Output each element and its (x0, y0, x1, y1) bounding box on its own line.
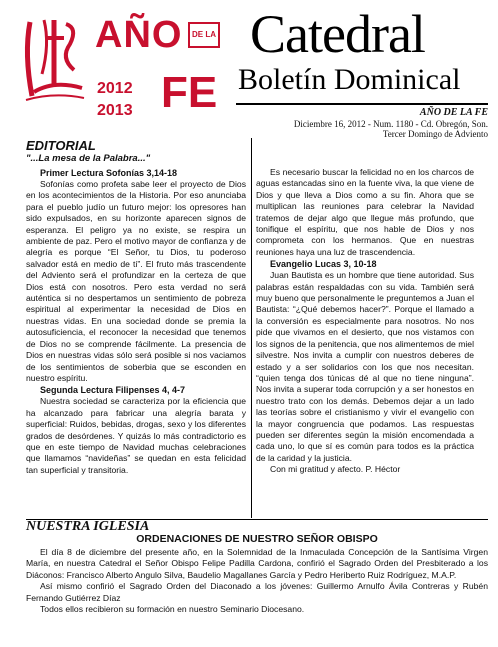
years-text: 2012 2013 (97, 80, 133, 119)
reading-heading: Primer Lectura Sofonías 3,14-18 (40, 168, 178, 178)
iglesia-body (26, 547, 488, 615)
paragraph: El día 8 de diciembre del presente año, en la Solemnidad de la Inmaculada Concepción de la Santísima Virgen María, en nuestra Catedral el Señor Obispo Felipe Padilla Cardona, confirió el Sagrado Orden del Presbiterado a los Diáconos: Francisco Alberto Angulo Silva, Baudelio Magallanes García y Pedro Heriberto Ruiz Rodríguez, M.A.P. (26, 547, 488, 580)
editorial-heading: EDITORIAL (26, 138, 96, 153)
masthead-title: Catedral (250, 4, 425, 64)
reading-heading: Evangelio Lucas 3, 10-18 (270, 259, 377, 270)
issue-line: Diciembre 16, 2012 - Num. 1180 - Cd. Obregón, Son. (293, 118, 488, 129)
ano-text: AÑO (95, 14, 183, 56)
paragraph: Así mismo confirió el Sagrado Orden del Diaconado a los jóvenes: Guillermo Arnulfo Ávila Contreras y Rubén Fernando Gutiérrez Díaz (26, 581, 488, 603)
year-of-faith-logo (20, 14, 88, 104)
paragraph: Juan Bautista es un hombre que tiene autoridad. Sus palabras están respaldadas con su vida. También será muy bueno que personalmente le preguntemos a Juan el Bautista: “¿Qué debemos hacer?”. Porque el llamado a la conversión es especialmente para nosotros. No nos pide que vivamos en el desierto, que nos vistamos con los signos de la penitencia, que nos alimentemos de miel silvestre. Nos invita a cumplir con nuestros deberes de estado y a ser solidarios con los que nos necesitan. “quien tenga dos túnicas dé al que no tiene ninguna”. Nos invita a superar toda corrupción y a ser honestos en nuestro trato con los demás. Debemos dejar a un lado las teorías sobre el cristianismo y vivir el evangelio con la mayor congruencia que podamos. Las respuestas pueden ser diferentes según la misión encomendada a cada uno, lo que sí es común para todos es la práctica de la caridad y la justicia. (256, 270, 474, 463)
masthead-subtitle: Boletín Dominical (238, 63, 461, 96)
issue-topic: AÑO DE LA FE (419, 107, 488, 118)
ordenaciones-heading: ORDENACIONES DE NUESTRO SEÑOR OBISPO (136, 533, 378, 545)
editorial-column-1 (26, 167, 246, 476)
iglesia-heading: NUESTRA IGLESIA (26, 519, 150, 534)
issue-info (240, 108, 488, 140)
paragraph: Con mi gratitud y afecto. P. Héctor (270, 464, 401, 475)
year-of-faith-wordmark (95, 16, 225, 120)
paragraph: Sofonías como profeta sabe leer el proyecto de Dios en los acontecimientos de la Historia. Por eso anunciaba para el pueblo judío un futuro mejor: los opresores han sido expulsados, en su horizonte aparecen signos de esperanza. El peligro ya no existe, se respira un ambiente de paz. Pero el motivo mayor de confianza y de alegría es porque “El Señor, tu Dios, tu poderoso salvador está en medio de ti”. El fruto más trascendente del Adviento será el profundizar en la certeza de que Dios está con nosotros. Pero esta verdad no será auténtica si no despertamos un sentimiento de pobreza espiritual al experimentar la necesidad de Dios en nuestras vidas. En una sociedad donde se premia la autosuficiencia, el reconocer la necesidad que tenemos de Dios no se comprende fácilmente. La presencia de Dios en nuestras vidas sólo será posible si nos vaciamos de los sentimientos de soberbia que se esconden en nuestro espíritu. (26, 179, 246, 383)
issue-sunday: Tercer Domingo de Adviento (382, 129, 488, 139)
masthead-divider (236, 103, 488, 105)
column-divider (251, 138, 252, 518)
reading-heading: Segunda Lectura Filipenses 4, 4-7 (40, 385, 186, 396)
de-la-box: DE LA (188, 22, 220, 48)
paragraph: Todos ellos recibieron su formación en nuestro Seminario Diocesano. (40, 604, 305, 615)
editorial-quote: "...La mesa de la Palabra..." (26, 153, 151, 164)
editorial-column-2 (256, 167, 474, 476)
paragraph: Nuestra sociedad se caracteriza por la eficiencia que ha alcanzado para fabricar una alegría barata y superficial: Ruidos, bebidas, drogas, sexo y los diferentes grados de desórdenes. Y quizás lo más contradictorio es que en este tiempo de Navidad muchas celebraciones que llamamos “navideñas” se quedan en esta felicidad tan superficial y transitoria. (26, 396, 246, 475)
fe-text: FE (161, 68, 218, 117)
paragraph: Es necesario buscar la felicidad no en los charcos de aguas estancadas sino en la fuente viva, la que viene de Dios y que lleva a Dios como a su fin. Ahora que se multiplican las reuniones para celebrar la Navidad tratemos de dejar algo que llegue más profundo, que tonifique el espíritu, que nos hable de Dios y nos comprometa con los hermanos. Que en nuestras reuniones haya una luz de trascendencia. (256, 167, 474, 257)
